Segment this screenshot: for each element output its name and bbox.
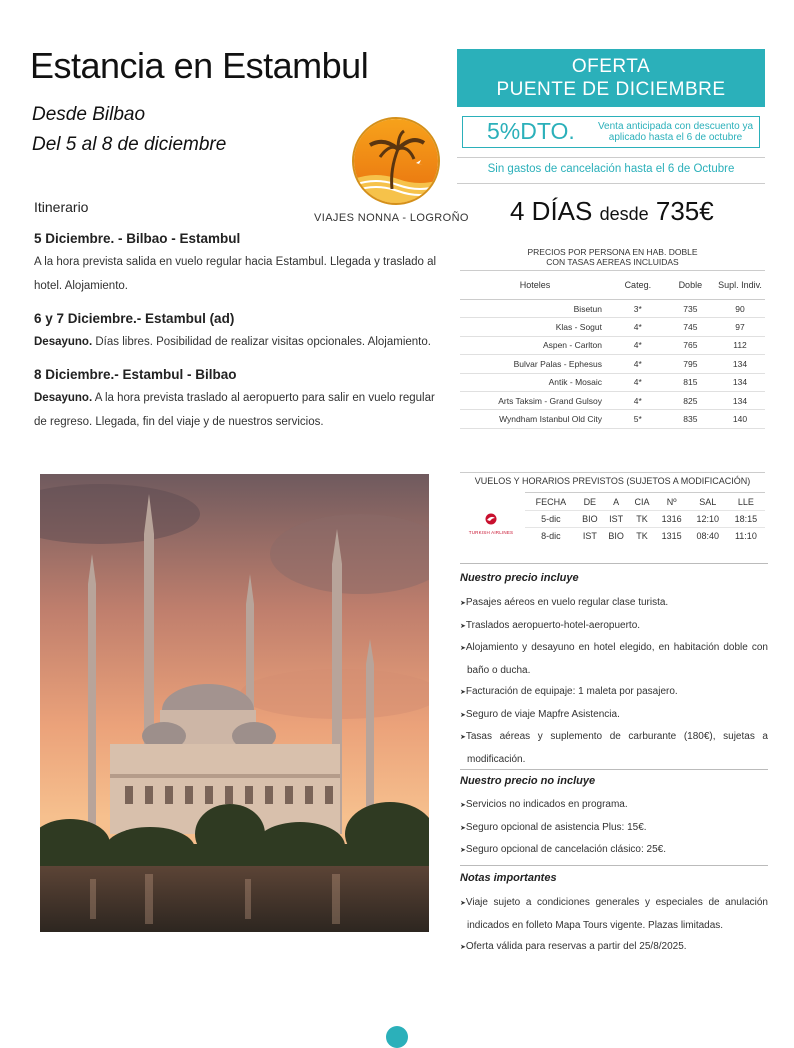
- column-header: SAL: [689, 493, 727, 511]
- table-row: Arts Taksim - Grand Gulsoy 4* 825 134: [460, 391, 765, 409]
- list-item: ➤Servicios no indicados en programa.: [460, 799, 628, 810]
- day-text: Desayuno. A la hora prevista traslado al aeropuerto para salir en vuelo regular de regreso. Llegada, fin del viaje y de nuestros servicios.: [34, 392, 435, 428]
- agency-name: VIAJES NONNA - LOGROÑO: [314, 212, 469, 224]
- table-row: Bulvar Palas - Ephesus 4* 795 134: [460, 355, 765, 373]
- day-text: Desayuno. Días libres. Posibilidad de realizar visitas opcionales. Alojamiento.: [34, 336, 431, 348]
- price-headline: [510, 196, 714, 227]
- day-title: 5 Diciembre. - Bilbao - Estambul: [34, 231, 241, 246]
- list-item: ➤Oferta válida para reservas a partir del 25/8/2025.: [460, 941, 687, 952]
- day-text: A la hora prevista salida en vuelo regular hacia Estambul. Llegada y traslado al hotel. Alojamiento.: [34, 256, 437, 292]
- table-row: Bisetun 3* 735 90: [460, 300, 765, 318]
- days-count: 4 DÍAS: [510, 196, 593, 226]
- offer-line-2: PUENTE DE DICIEMBRE: [496, 79, 726, 100]
- table-row: 5-dic BIO IST TK 1316 12:10 18:15: [525, 511, 765, 528]
- notes-list: [460, 892, 768, 959]
- offer-banner: [457, 49, 765, 107]
- discount-percent: 5%DTO.: [487, 118, 575, 144]
- palm-sunset-logo-icon: [352, 117, 440, 205]
- list-item: ➤Traslados aeropuerto-hotel-aeropuerto.: [460, 619, 641, 631]
- excludes-heading: Nuestro precio no incluye: [460, 775, 596, 787]
- dates-subtitle: Del 5 al 8 de diciembre: [32, 134, 227, 155]
- hotels-table: [460, 270, 765, 429]
- column-header: A: [603, 493, 629, 511]
- list-item: ➤Tasas aéreas y suplemento de carburante (180€), sujetas a modificación.: [460, 731, 768, 765]
- table-row: Aspen - Carlton 4* 765 112: [460, 336, 765, 354]
- day-title: 6 y 7 Diciembre.- Estambul (ad): [34, 311, 235, 326]
- origin-subtitle: Desde Bilbao: [32, 104, 146, 125]
- excludes-list: [460, 794, 768, 862]
- mosque-sunset-photo: [40, 474, 429, 932]
- column-header: Categ.: [610, 271, 666, 300]
- column-header: LLE: [727, 493, 765, 511]
- divider: [460, 563, 768, 564]
- column-header: FECHA: [525, 493, 577, 511]
- table-row: Klas - Sogut 4* 745 97: [460, 318, 765, 336]
- divider: [460, 865, 768, 866]
- list-item: ➤Seguro opcional de cancelación clásico: 25€.: [460, 844, 667, 855]
- includes-list: [460, 592, 768, 770]
- list-item: ➤Seguro opcional de asistencia Plus: 15€.: [460, 821, 647, 833]
- column-header: DE: [577, 493, 603, 511]
- itinerary-heading: Itinerario: [34, 199, 89, 215]
- flights-caption: VUELOS Y HORARIOS PREVISTOS (SUJETOS A MODIFICACIÓN): [460, 472, 765, 486]
- turkish-airlines-logo-icon: TURKISH AIRLINES: [462, 512, 520, 535]
- list-item: ➤Pasajes aéreos en vuelo regular clase turista.: [460, 597, 669, 608]
- divider: [457, 183, 765, 184]
- list-item: ➤Alojamiento y desayuno en hotel elegido, en habitación doble con baño o ducha.: [460, 642, 768, 676]
- offer-line-1: OFERTA: [571, 56, 651, 77]
- price-value: 735€: [655, 196, 714, 226]
- table-row: Antik - Mosaic 4* 815 134: [460, 373, 765, 391]
- discount-note: Venta anticipada con descuento ya aplicado hasta el 6 de octubre: [597, 121, 754, 143]
- page-title: Estancia en Estambul: [30, 45, 369, 86]
- list-item: ➤Facturación de equipaje: 1 maleta por pasajero.: [460, 686, 678, 697]
- footer-dot: [386, 1026, 408, 1048]
- divider: [460, 769, 768, 770]
- table-row: Wyndham Istanbul Old City 5* 835 140: [460, 410, 765, 428]
- hotels-caption: PRECIOS POR PERSONA EN HAB. DOBLE CON TASAS AEREAS INCLUIDAS: [527, 247, 698, 267]
- flights-table: [525, 492, 765, 545]
- list-item: ➤Viaje sujeto a condiciones generales y especiales de anulación indicados en folleto Mapa Tours vigente. Plazas limitadas.: [460, 897, 768, 931]
- discount-box: [462, 116, 760, 148]
- includes-heading: Nuestro precio incluye: [460, 572, 579, 584]
- column-header: Hoteles: [460, 271, 610, 300]
- notes-heading: Notas importantes: [460, 872, 557, 884]
- desde-label: desde: [599, 204, 649, 224]
- cancellation-note: Sin gastos de cancelación hasta el 6 de Octubre: [487, 163, 735, 175]
- column-header: Nº: [655, 493, 689, 511]
- divider: [457, 157, 765, 158]
- column-header: CIA: [629, 493, 654, 511]
- day-title: 8 Diciembre.- Estambul - Bilbao: [34, 367, 237, 382]
- column-header: Doble: [666, 271, 715, 300]
- table-row: 8-dic IST BIO TK 1315 08:40 11:10: [525, 528, 765, 545]
- column-header: Supl. Indiv.: [715, 271, 765, 300]
- list-item: ➤Seguro de viaje Mapfre Asistencia.: [460, 708, 620, 720]
